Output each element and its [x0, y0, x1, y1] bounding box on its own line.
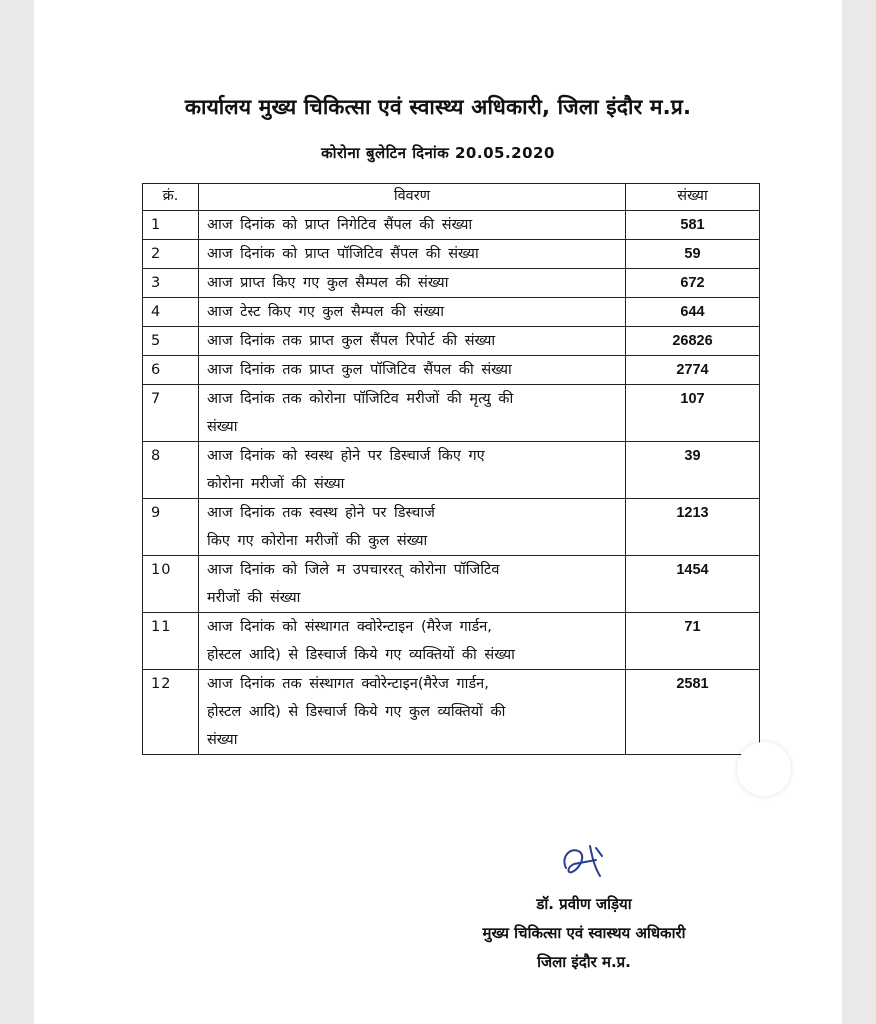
row-count: 1454 — [626, 556, 760, 613]
row-description-line: आज दिनांक तक प्राप्त कुल पॉजिटिव सैंपल की संख्या — [207, 362, 512, 378]
column-header-count: संख्या — [626, 184, 760, 211]
row-count: 2774 — [626, 356, 760, 385]
row-description — [199, 385, 626, 442]
row-description — [199, 327, 626, 356]
row-count: 644 — [626, 298, 760, 327]
row-description-line: आज दिनांक को प्राप्त निगेटिव सैंपल की संख्या — [207, 217, 473, 233]
row-count: 59 — [626, 240, 760, 269]
row-description-line: आज दिनांक को संस्थागत क्वोरेन्टाइन (मैरेज गार्डन, — [207, 619, 492, 635]
table-row — [143, 556, 760, 613]
row-count: 26826 — [626, 327, 760, 356]
row-serial: 2 — [143, 240, 199, 269]
table-row — [143, 356, 760, 385]
row-serial: 10 — [143, 556, 199, 613]
row-description — [199, 356, 626, 385]
row-description-line: आज दिनांक तक कोरोना पॉजिटिव मरीजों की मृत्यु की — [207, 391, 514, 407]
row-description-line: आज दिनांक को जिले म उपचाररत् कोरोना पॉजिटिव — [207, 562, 500, 578]
row-description-line: संख्या — [207, 419, 238, 435]
row-description — [199, 499, 626, 556]
row-serial: 11 — [143, 613, 199, 670]
table-row — [143, 499, 760, 556]
row-serial: 8 — [143, 442, 199, 499]
row-description — [199, 269, 626, 298]
row-description — [199, 442, 626, 499]
officer-name: डॉ. प्रवीण जड़िया — [536, 895, 632, 913]
row-description-line: आज प्राप्त किए गए कुल सैम्पल की संख्या — [207, 275, 449, 291]
row-count: 581 — [626, 211, 760, 240]
row-count: 71 — [626, 613, 760, 670]
row-description-line: आज दिनांक को प्राप्त पॉजिटिव सैंपल की संख्या — [207, 246, 479, 262]
table-row — [143, 269, 760, 298]
officer-designation: मुख्य चिकित्सा एवं स्वास्थय अधिकारी — [482, 924, 686, 942]
row-description — [199, 670, 626, 755]
row-serial: 1 — [143, 211, 199, 240]
row-description-line: किए गए कोरोना मरीजों की कुल संख्या — [207, 533, 428, 549]
row-serial: 6 — [143, 356, 199, 385]
table-row — [143, 298, 760, 327]
row-count: 107 — [626, 385, 760, 442]
row-description-line: आज दिनांक तक प्राप्त कुल सैंपल रिपोर्ट की संख्या — [207, 333, 496, 349]
row-description-line: मरीजों की संख्या — [207, 590, 301, 606]
column-header-serial: क्रं. — [143, 184, 199, 211]
bulletin-date: कोरोना बुलेटिन दिनांक 20.05.2020 — [321, 144, 555, 162]
row-description-line: आज दिनांक को स्वस्थ होने पर डिस्चार्ज किए गए — [207, 448, 485, 464]
row-serial: 12 — [143, 670, 199, 755]
row-description — [199, 613, 626, 670]
row-serial: 3 — [143, 269, 199, 298]
row-description — [199, 556, 626, 613]
row-description-line: कोरोना मरीजों की संख्या — [207, 476, 345, 492]
office-title: कार्यालय मुख्य चिकित्सा एवं स्वास्थ्य अधिकारी, जिला इंदौर म.प्र. — [184, 95, 692, 119]
officer-district: जिला इंदौर म.प्र. — [537, 953, 631, 971]
row-count: 672 — [626, 269, 760, 298]
row-description-line: होस्टल आदि) से डिस्चार्ज किये गए व्यक्तियों की संख्या — [207, 647, 515, 663]
row-description — [199, 240, 626, 269]
document-page — [34, 0, 842, 1024]
row-description — [199, 298, 626, 327]
table-row — [143, 327, 760, 356]
row-description — [199, 211, 626, 240]
row-description-line: होस्टल आदि) से डिस्चार्ज किये गए कुल व्यक्तियों की — [207, 704, 506, 720]
table-row — [143, 670, 760, 755]
signature-block — [414, 890, 754, 977]
table-row — [143, 211, 760, 240]
table-header-row — [143, 184, 760, 211]
row-serial: 4 — [143, 298, 199, 327]
row-count: 2581 — [626, 670, 760, 755]
row-description-line: आज दिनांक तक संस्थागत क्वोरेन्टाइन(मैरेज गार्डन, — [207, 676, 489, 692]
bulletin-table — [142, 183, 760, 755]
row-description-line: संख्या — [207, 732, 238, 748]
table-body — [143, 211, 760, 755]
row-serial: 5 — [143, 327, 199, 356]
row-serial: 7 — [143, 385, 199, 442]
table-row — [143, 385, 760, 442]
table-row — [143, 613, 760, 670]
floating-scroll-button[interactable] — [737, 742, 791, 796]
row-description-line: आज दिनांक तक स्वस्थ होने पर डिस्चार्ज — [207, 505, 435, 521]
row-count: 1213 — [626, 499, 760, 556]
table-row — [143, 442, 760, 499]
row-serial: 9 — [143, 499, 199, 556]
row-count: 39 — [626, 442, 760, 499]
column-header-description: विवरण — [199, 184, 626, 211]
row-description-line: आज टेस्ट किए गए कुल सैम्पल की संख्या — [207, 304, 444, 320]
table-row — [143, 240, 760, 269]
signature-mark — [556, 838, 616, 886]
